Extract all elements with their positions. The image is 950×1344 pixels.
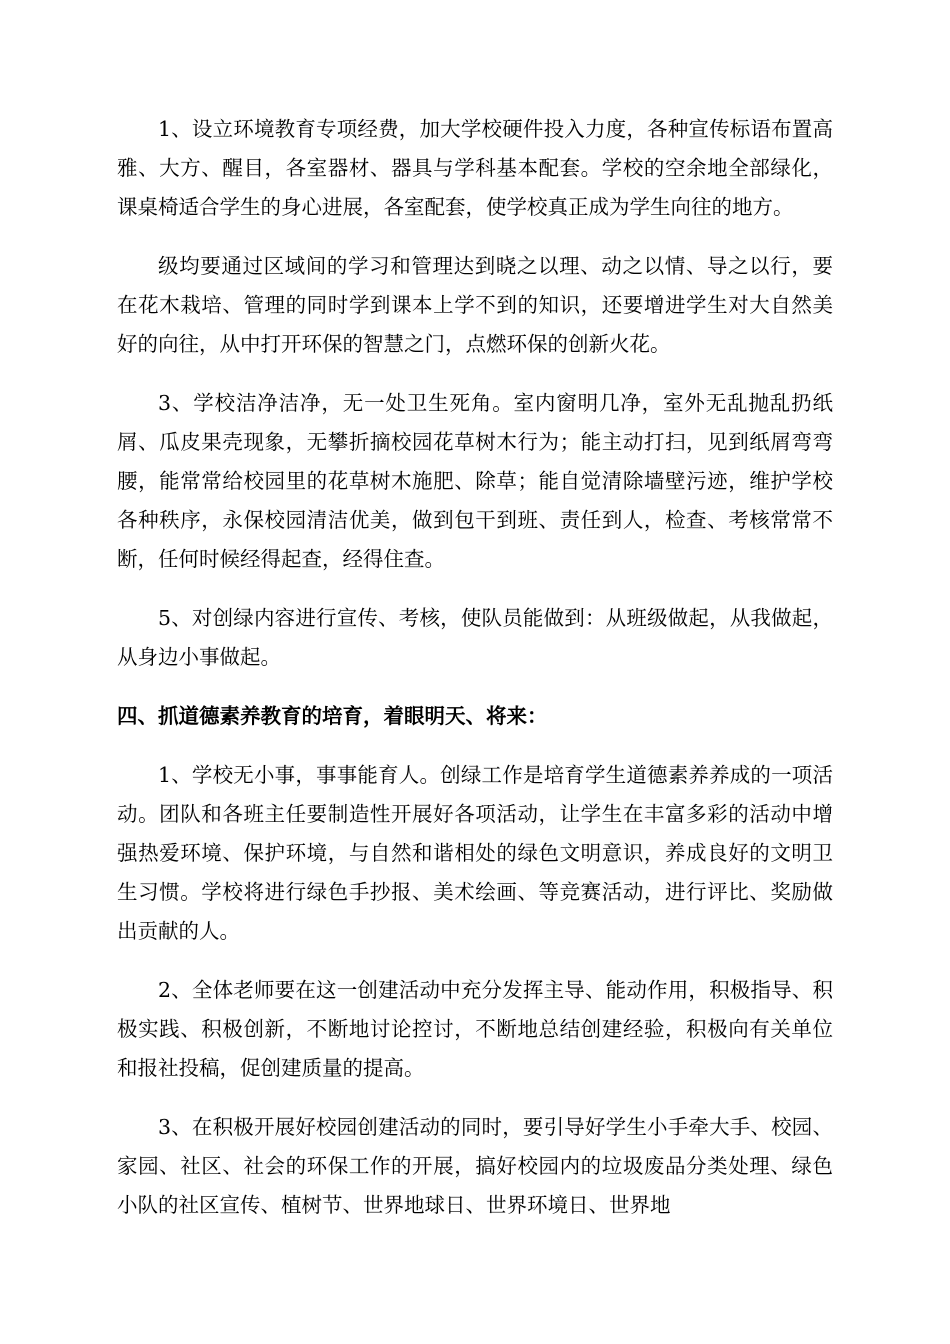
- paragraph-item-5: 5、对创绿内容进行宣传、考核，使队员能做到：从班级做起，从我做起，从身边小事做起。: [117, 606, 833, 669]
- paragraph-item-4-2: 2、全体老师要在这一创建活动中充分发挥主导、能动作用，积极指导、积极实践、积极创新，不断地讨论控讨，不断地总结创建经验，积极向有关单位和报社投稿，促创建质量的提高。: [117, 978, 833, 1080]
- paragraph-item-class-level: 级均要通过区域间的学习和管理达到晓之以理、动之以情、导之以行，要在花木栽培、管理的同时学到课本上学不到的知识，还要增进学生对大自然美好的向往，从中打开环保的智慧之门，点燃环保的创新火花。: [117, 254, 833, 356]
- paragraph-item-1: 1、设立环境教育专项经费，加大学校硬件投入力度，各种宣传标语布置高雅、大方、醒目，各室器材、器具与学科基本配套。学校的空余地全部绿化，课桌椅适合学生的身心进展，各室配套，使学校真正成为学生向往的地方。: [117, 117, 833, 219]
- paragraph-item-4-1: 1、学校无小事，事事能育人。创绿工作是培育学生道德素养养成的一项活动。团队和各班主任要制造性开展好各项活动，让学生在丰富多彩的活动中增强热爱环境、保护环境，与自然和谐相处的绿色文明意识，养成良好的文明卫生习惯。学校将进行绿色手抄报、美术绘画、等竞赛活动，进行评比、奖励做出贡献的人。: [117, 763, 833, 943]
- section-heading: 四、抓道德素养教育的培育，着眼明天、将来：: [117, 704, 548, 728]
- document-page: [117, 110, 833, 1245]
- paragraph-item-4-3: 3、在积极开展好校园创建活动的同时，要引导好学生小手牵大手、校园、家园、社区、社会的环保工作的开展，搞好校园内的垃圾废品分类处理、绿色小队的社区宣传、植树节、世界地球日、世界环境日、世界地: [117, 1115, 833, 1217]
- paragraph-item-3: 3、学校洁净洁净，无一处卫生死角。室内窗明几净，室外无乱抛乱扔纸屑、瓜皮果壳现象，无攀折摘校园花草树木行为；能主动打扫，见到纸屑弯弯腰，能常常给校园里的花草树木施肥、除草；能自觉清除墙壁污迹，维护学校各种秩序，永保校园清洁优美，做到包干到班、责任到人，检查、考核常常不断，任何时候经得起查，经得住查。: [117, 391, 833, 571]
